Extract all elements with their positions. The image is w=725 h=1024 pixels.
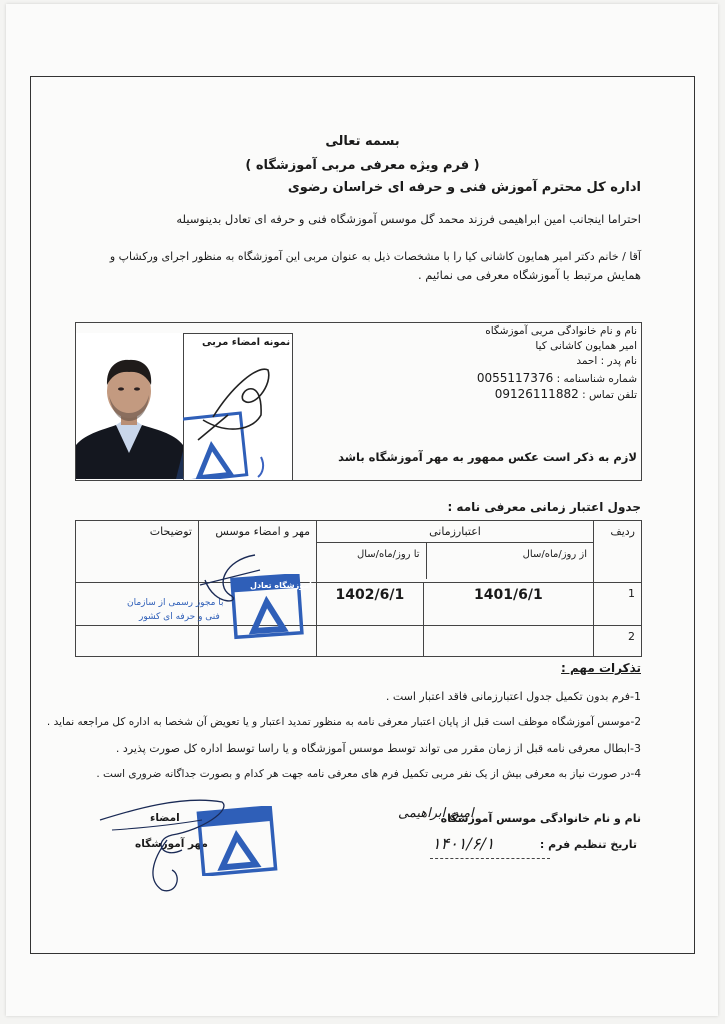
to-date-value: 1402/6/1 [335, 587, 405, 603]
notes-title: تذکرات مهم : [561, 661, 641, 675]
father-name-label: نام پدر : [600, 355, 637, 367]
validity-values-cell [317, 626, 594, 657]
trainer-name-value: امیر همایون کاشانی کیا [535, 340, 637, 352]
trainer-photo [76, 333, 183, 479]
stamp-institute-name: آموزشگاه تعادل [250, 581, 312, 590]
header-from: از روز/ماه/سال [426, 543, 593, 579]
stamp-license-1: با مجوز رسمی از سازمان [127, 598, 224, 608]
form-date-value: ۱۴۰۱/۶/۱ [432, 834, 495, 853]
header-validity-label: اعتبارزمانی [317, 521, 593, 543]
validity-values-cell [317, 583, 594, 626]
form-date-label: تاریخ تنظیم فرم : [539, 838, 637, 851]
intro-line-1: احتراما اینجانب امین ابراهیمی فرزند محمد گل موسس آموزشگاه فنی و حرفه ای تعادل بدینوسیله [176, 212, 641, 226]
header-row-num: ردیف [594, 521, 642, 583]
stamp-license-2: فنی و حرفه ای کشور [139, 612, 220, 622]
signature-label: امضاء [150, 812, 180, 824]
row-num-cell: 1 [594, 583, 642, 626]
trainer-signature-graphic [183, 345, 291, 479]
photo-stamp-note: لازم به ذکر است عکس ممهور به مهر آموزشگاه باشد [338, 450, 637, 464]
header-to: تا روز/ماه/سال [356, 549, 420, 560]
table-row [76, 626, 642, 657]
intro-line-3: همایش مرتبط با آموزشگاه معرفی می نمائیم . [417, 268, 641, 282]
from-date-value: 1401/6/1 [423, 583, 593, 625]
note-item-4: 4-در صورت نیاز به معرفی بیش از یک نفر مربی تکمیل فرم های معرفی نامه جهت هر کدام و بصورت جداگانه ضروری است . [96, 768, 641, 780]
trainer-name-label: نام و نام خانوادگی مربی آموزشگاه [485, 325, 637, 337]
note-item-2: 2-موسس آموزشگاه موظف است قبل از پایان اعتبار معرفی نامه به منظور تمدید اعتبار و یا تعویض آن شخصا به اداره کل مراجعه نماید . [46, 716, 641, 728]
header-notes: توضیحات [76, 521, 199, 583]
header-stamp: مهر و امضاء موسس [199, 521, 317, 583]
father-name [576, 355, 637, 367]
founder-signature-table [195, 540, 265, 610]
note-item-3: 3-ابطال معرفی نامه قبل از زمان مقرر می تواند توسط موسس آموزشگاه و یا راسا توسط اداره کل صورت پذیرد . [115, 742, 641, 755]
from-date-value [423, 626, 593, 656]
stamp-label: مهر آموزشگاه [135, 838, 208, 850]
form-title: ( فرم ویژه معرفی مربی آموزشگاه ) [245, 158, 480, 173]
id-number [477, 371, 637, 385]
header-validity [317, 521, 594, 583]
note-item-1: 1-فرم بدون تکمیل جدول اعتبارزمانی فاقد اعتبار است . [385, 690, 641, 703]
row-notes-cell [76, 626, 199, 657]
signature-sample-label: نمونه امضاء مربی [202, 337, 291, 348]
founder-name-value: امین ابراهیمی [398, 806, 474, 821]
validity-section-title: جدول اعتبار زمانی معرفی نامه : [447, 500, 641, 514]
founder-signature-footer [92, 790, 242, 900]
row-num-cell: 2 [594, 626, 642, 657]
phone-value: 09126111882 [494, 387, 579, 401]
intro-line-2: آقا / خانم دکتر امیر همایون کاشانی کیا را با مشخصات ذیل به عنوان مربی این آموزشگاه به منظور اجرای ورکشاپ و [109, 250, 641, 263]
founder-name-label: نام و نام خانوادگی موسس آموزشگاه [440, 812, 641, 825]
id-number-label: شماره شناسنامه : [556, 373, 637, 385]
date-underline [430, 858, 550, 859]
portrait-image [76, 333, 183, 479]
phone-number [495, 387, 637, 401]
father-name-value: احمد [576, 355, 598, 367]
id-number-value: 0055117376 [476, 371, 554, 385]
addressee: اداره کل محترم آموزش فنی و حرفه ای خراسان رضوی [287, 180, 641, 195]
validity-table [75, 520, 642, 657]
to-date-value [317, 626, 423, 656]
basmala: بسمه تعالی [325, 134, 400, 149]
phone-label: تلفن تماس : [582, 389, 637, 401]
